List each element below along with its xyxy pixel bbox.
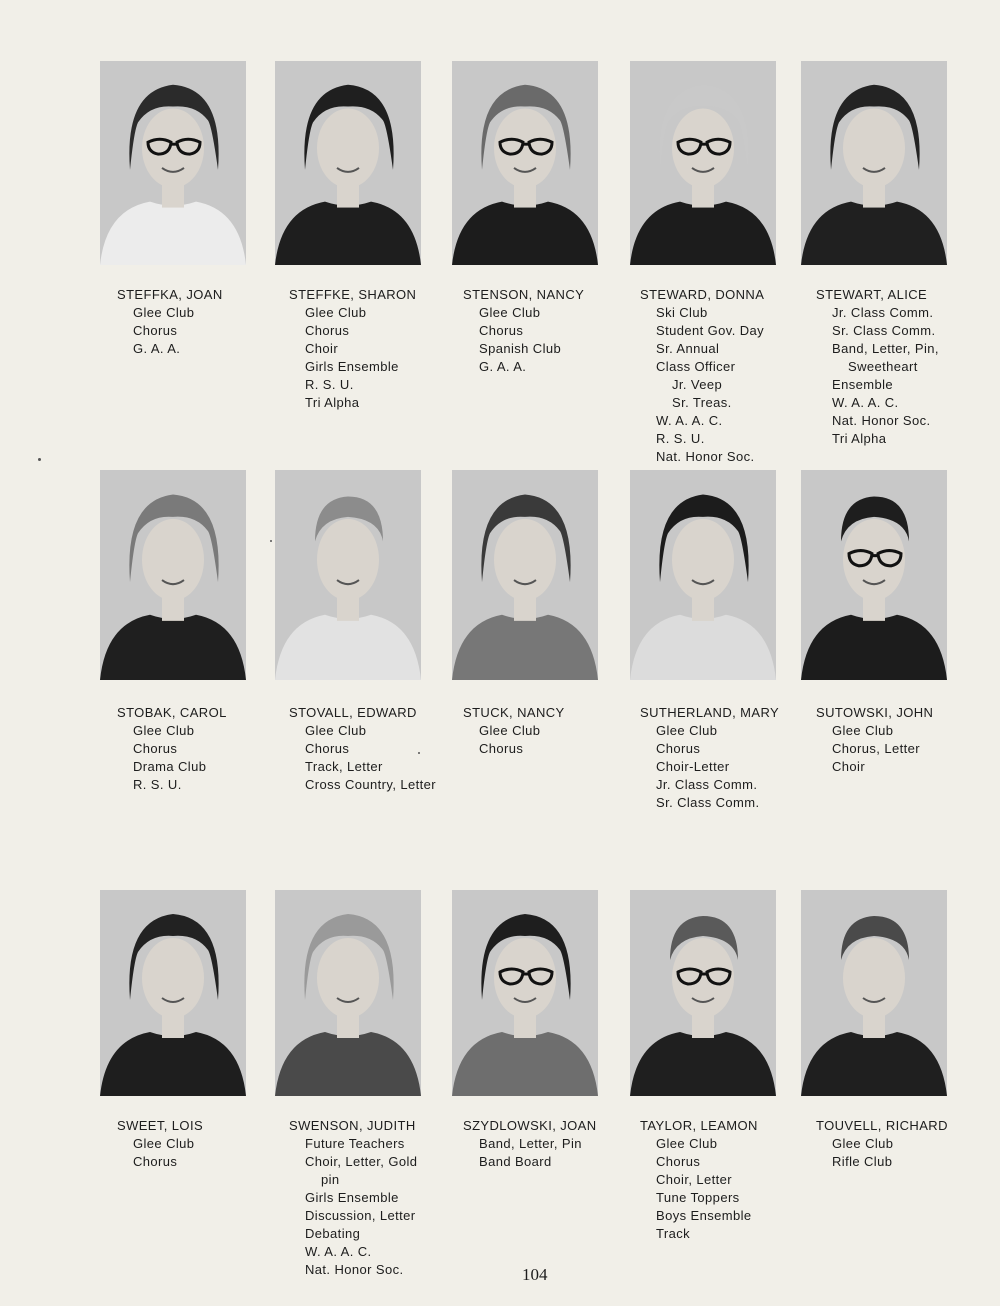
activity-item: Band Board — [479, 1154, 552, 1169]
student-name: STUCK, NANCY — [463, 705, 565, 720]
student-name: STEFFKE, SHARON — [289, 287, 417, 302]
activity-item: Glee Club — [479, 305, 541, 320]
activity-item: pin — [321, 1172, 340, 1187]
activity-item: Glee Club — [656, 1136, 718, 1151]
student-portrait-photo — [452, 61, 598, 265]
activity-item: Glee Club — [133, 723, 195, 738]
activity-list — [640, 1135, 758, 1243]
student-portrait-photo — [275, 61, 421, 265]
activity-item: Jr. Class Comm. — [832, 305, 934, 320]
student-entry — [117, 704, 227, 794]
student-entry — [117, 286, 223, 358]
student-name: STEWART, ALICE — [816, 287, 928, 302]
activity-item: Chorus — [133, 323, 178, 338]
student-entry — [289, 286, 416, 412]
activity-list — [463, 304, 584, 376]
student-portrait-photo — [452, 470, 598, 680]
activity-item: Cross Country, Letter — [305, 777, 436, 792]
activity-item: W. A. A. C. — [305, 1244, 372, 1259]
student-portrait-photo — [100, 61, 246, 265]
activity-list — [463, 1135, 597, 1171]
activity-item: Chorus — [479, 741, 524, 756]
activity-item: Choir, Letter — [656, 1172, 733, 1187]
student-entry — [289, 704, 436, 794]
student-name: STEFFKA, JOAN — [117, 287, 223, 302]
activity-list — [816, 1135, 948, 1171]
activity-item: Chorus, Letter — [832, 741, 920, 756]
activity-item: Choir-Letter — [656, 759, 730, 774]
student-portrait-photo — [801, 470, 947, 680]
activity-item: Drama Club — [133, 759, 207, 774]
student-entry — [463, 704, 565, 758]
student-name: STOBAK, CAROL — [117, 705, 227, 720]
activity-list — [117, 722, 227, 794]
activity-item: R. S. U. — [656, 431, 705, 446]
activity-item: G. A. A. — [133, 341, 181, 356]
activity-item: Chorus — [479, 323, 524, 338]
student-portrait-photo — [100, 890, 246, 1096]
activity-item: Glee Club — [479, 723, 541, 738]
student-entry — [463, 286, 584, 376]
activity-item: Chorus — [305, 323, 350, 338]
student-portrait-photo — [452, 890, 598, 1096]
student-portrait-photo — [630, 890, 776, 1096]
activity-item: Jr. Veep — [672, 377, 723, 392]
student-name: SWEET, LOIS — [117, 1118, 204, 1133]
activity-item: Sr. Treas. — [672, 395, 732, 410]
activity-item: Track, Letter — [305, 759, 383, 774]
activity-item: Class Officer — [656, 359, 736, 374]
activity-item: Tri Alpha — [832, 431, 887, 446]
activity-list — [117, 1135, 203, 1171]
activity-item: Tune Toppers — [656, 1190, 740, 1205]
dust-speck — [418, 752, 420, 754]
activity-item: Boys Ensemble — [656, 1208, 752, 1223]
activity-item: Glee Club — [832, 723, 894, 738]
activity-item: Rifle Club — [832, 1154, 893, 1169]
activity-list — [816, 304, 939, 448]
activity-item: Student Gov. Day — [656, 323, 765, 338]
activity-item: Sweetheart — [848, 359, 918, 374]
activity-item: Debating — [305, 1226, 361, 1241]
activity-item: Nat. Honor Soc. — [305, 1262, 404, 1277]
activity-item: Choir — [305, 341, 339, 356]
student-name: STENSON, NANCY — [463, 287, 585, 302]
activity-list — [816, 722, 933, 776]
activity-list — [463, 722, 565, 758]
activity-item: Choir — [832, 759, 866, 774]
activity-item: Choir, Letter, Gold — [305, 1154, 418, 1169]
activity-item: Ski Club — [656, 305, 708, 320]
activity-item: Chorus — [305, 741, 350, 756]
student-portrait-photo — [275, 470, 421, 680]
activity-list — [289, 1135, 417, 1279]
student-name: STOVALL, EDWARD — [289, 705, 417, 720]
activity-item: Future Teachers — [305, 1136, 405, 1151]
activity-item: Chorus — [656, 1154, 701, 1169]
student-name: STEWARD, DONNA — [640, 287, 765, 302]
activity-item: Band, Letter, Pin, — [832, 341, 939, 356]
student-portrait-photo — [801, 890, 947, 1096]
dust-speck — [38, 458, 41, 461]
activity-item: Glee Club — [832, 1136, 894, 1151]
student-entry — [816, 704, 933, 776]
activity-item: Spanish Club — [479, 341, 562, 356]
activity-item: Track — [656, 1226, 691, 1241]
page-number: 104 — [522, 1265, 548, 1284]
student-portrait-photo — [275, 890, 421, 1096]
student-entry — [117, 1117, 203, 1171]
activity-item: Discussion, Letter — [305, 1208, 416, 1223]
student-name: SZYDLOWSKI, JOAN — [463, 1118, 597, 1133]
activity-item: Glee Club — [305, 723, 367, 738]
activity-item: Chorus — [656, 741, 701, 756]
activity-list — [640, 722, 779, 812]
activity-item: Jr. Class Comm. — [656, 777, 758, 792]
student-entry — [289, 1117, 417, 1279]
activity-item: Sr. Annual — [656, 341, 720, 356]
student-name: SUTOWSKI, JOHN — [816, 705, 934, 720]
activity-item: R. S. U. — [133, 777, 182, 792]
student-name: TAYLOR, LEAMON — [640, 1118, 758, 1133]
activity-item: Girls Ensemble — [305, 359, 399, 374]
activity-item: Nat. Honor Soc. — [832, 413, 931, 428]
activity-list — [640, 304, 764, 466]
dust-speck — [270, 540, 272, 542]
activity-list — [117, 304, 223, 358]
activity-item: W. A. A. C. — [832, 395, 899, 410]
activity-item: Sr. Class Comm. — [832, 323, 936, 338]
student-entry — [816, 1117, 948, 1171]
student-entry — [463, 1117, 597, 1171]
activity-item: Glee Club — [656, 723, 718, 738]
activity-list — [289, 722, 436, 794]
student-portrait-photo — [100, 470, 246, 680]
student-entry — [816, 286, 939, 448]
student-portrait-photo — [801, 61, 947, 265]
student-portrait-photo — [630, 61, 776, 265]
student-name: TOUVELL, RICHARD — [816, 1118, 948, 1133]
student-name: SUTHERLAND, MARY — [640, 705, 780, 720]
activity-item: Glee Club — [133, 305, 195, 320]
activity-item: Chorus — [133, 741, 178, 756]
activity-item: Tri Alpha — [305, 395, 360, 410]
activity-item: G. A. A. — [479, 359, 527, 374]
activity-list — [289, 304, 416, 412]
activity-item: R. S. U. — [305, 377, 354, 392]
activity-item: Girls Ensemble — [305, 1190, 399, 1205]
student-entry — [640, 1117, 758, 1243]
activity-item: Glee Club — [133, 1136, 195, 1151]
activity-item: Chorus — [133, 1154, 178, 1169]
student-portrait-photo — [630, 470, 776, 680]
activity-item: Band, Letter, Pin — [479, 1136, 582, 1151]
activity-item: W. A. A. C. — [656, 413, 723, 428]
activity-item: Nat. Honor Soc. — [656, 449, 755, 464]
student-entry — [640, 286, 764, 466]
student-entry — [640, 704, 779, 812]
student-name: SWENSON, JUDITH — [289, 1118, 416, 1133]
activity-item: Ensemble — [832, 377, 894, 392]
activity-item: Glee Club — [305, 305, 367, 320]
activity-item: Sr. Class Comm. — [656, 795, 760, 810]
